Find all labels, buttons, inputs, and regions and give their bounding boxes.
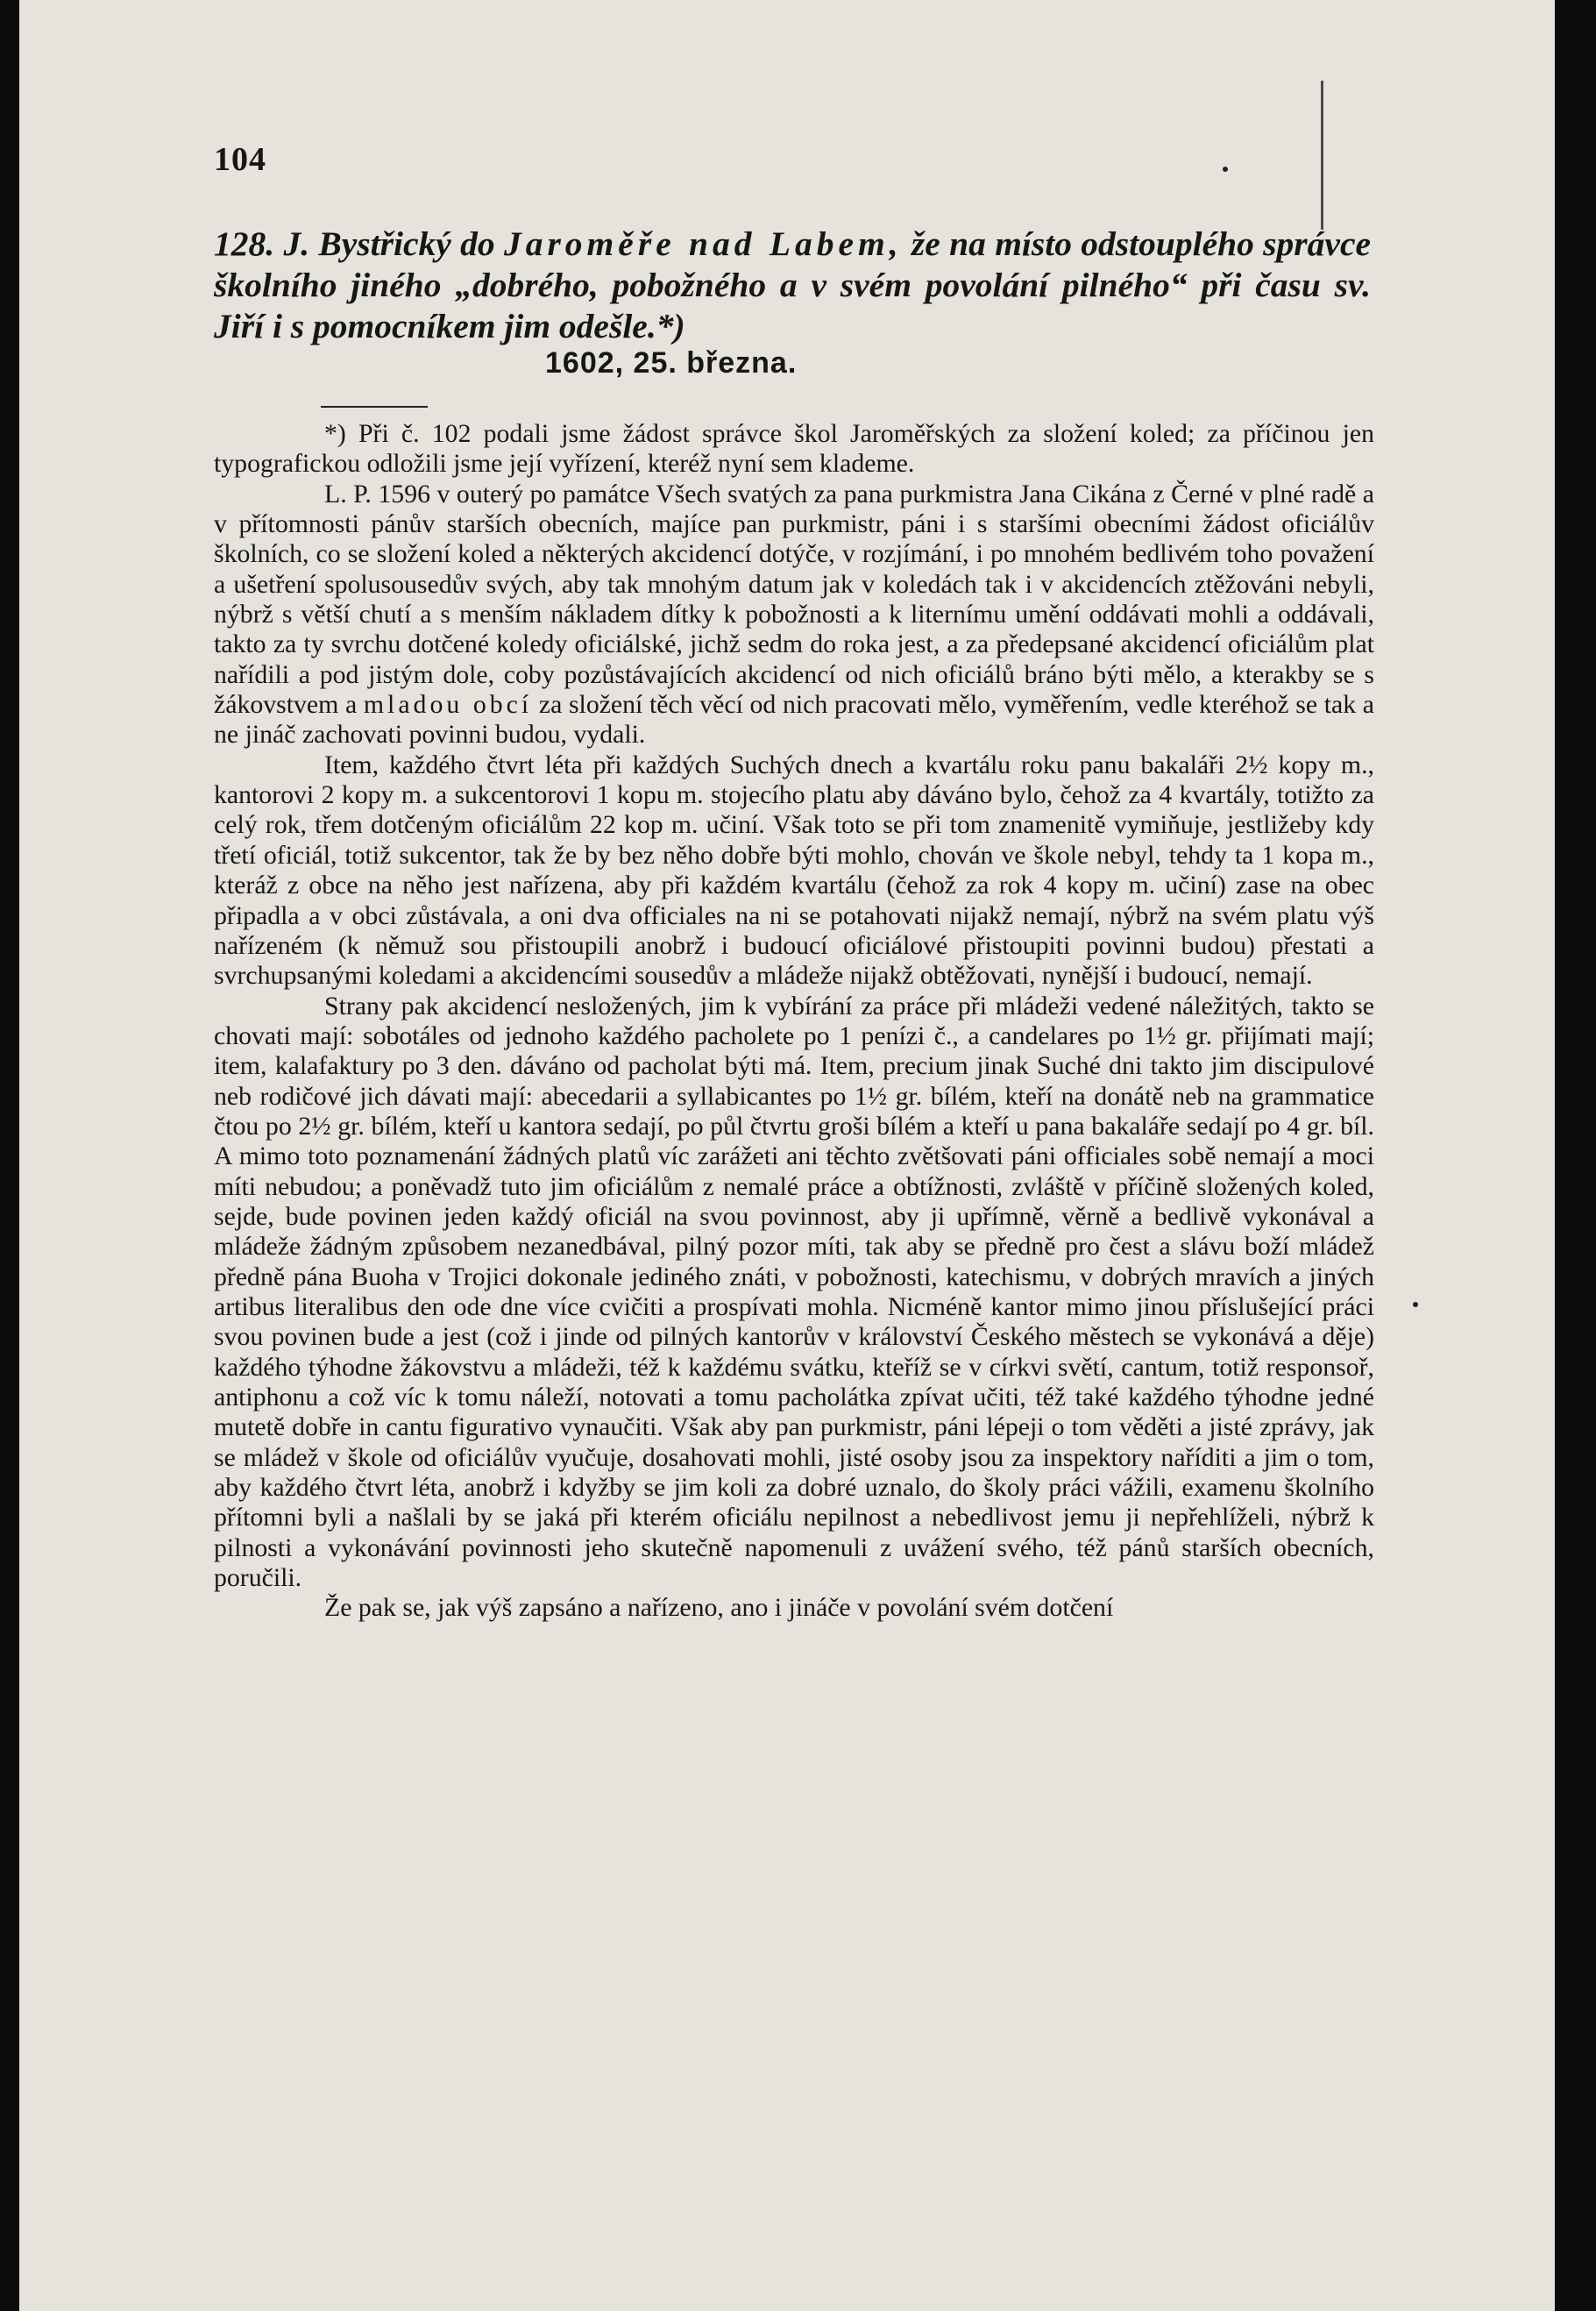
heading-place: Jaroměře nad Labem, bbox=[503, 224, 903, 263]
document-date: 1602, 25. března. bbox=[545, 346, 798, 380]
document-heading bbox=[214, 224, 1371, 347]
paragraph-text: za složení těch věcí od nich pracovati mělo, vyměřením, vedle kteréhož se tak a ne jináč zachovati povinni budou, vydali. bbox=[214, 690, 1375, 750]
footnote-rule bbox=[321, 406, 428, 408]
heading-author: J. Bystřický do bbox=[283, 224, 495, 263]
paragraph: Item, každého čtvrt léta při každých Suchých dnech a kvartálu roku panu bakaláři 2½ kopy m., kantorovi 2 kopy m. a sukcentorovi 1 kopu m. stojecího platu aby dáváno bylo, čehož za 4 kvartály, totižto za celý rok, třem dotčeným oficiálům 22 kop m. učiní. Však toto se při tom znamenitě vymiňuje, jestližeby kdy třetí oficiál, totiž sukcentor, tak že by bez něho dobře býti mohlo, chován ve škole nebyl, tehdy ta 1 kopa m., kteráž z obce na něho jest nařízena, aby při každém kvartálu (čehož za rok 4 kopy m. učiní) zase na obec připadla a v obci zůstávala, a oni dva officiales na ni se potahovati nijakž nemají, nýbrž na svém platu výš nařízeném (k němuž sou přistoupili anobrž i budoucí oficiálové přistoupiti povinni budou) přestati a svrchupsanými koledami a akcidencími sousedův a mládeže nijakž obtěžovati, nynější i budoucí, nemají. bbox=[214, 750, 1374, 991]
margin-mark bbox=[1321, 81, 1323, 230]
footnote-intro: *) Při č. 102 podali jsme žádost správce škol Jaroměřských za složení koled; za příčinou jen typografickou odložili jsme její vyřízení, kteréž nyní sem klademe. bbox=[214, 419, 1374, 479]
page-number: 104 bbox=[214, 141, 266, 178]
heading-text: že na místo odstouplého správce školního jiného „dobrého, pobožného a v svém povolání pilného“ při času sv. Jiří i s pomocníkem jim odešle.*) bbox=[214, 224, 1372, 345]
ink-dot bbox=[1223, 167, 1228, 172]
ink-dot bbox=[1413, 1302, 1418, 1307]
footnote-body bbox=[214, 419, 1374, 1624]
paragraph: Že pak se, jak výš zapsáno a nařízeno, ano i jináče v povolání svém dotčení bbox=[324, 1593, 1114, 1623]
document-page bbox=[19, 0, 1555, 2311]
spaced-phrase: mladou obcí bbox=[363, 690, 533, 720]
heading-number: 128. bbox=[214, 224, 275, 263]
paragraph: Strany pak akcidencí nesložených, jim k vybírání za práce při mládeži vedené náležitých, takto se chovati mají: sobotáles od jednoho každého pacholete po 1 penízi č., a candelares po 1½ gr. přijímati mají; item, kalafaktury po 3 den. dáváno od pacholat býti má. Item, precium jinak Suché dni takto jim discipulové neb rodičové jich dávati mají: abecedarii a syllabicantes po 1½ gr. bílém, kteří na donátě neb na grammatice čtou po 2½ gr. bílém, kteří u kantora sedají, po půl čtvrtu groši bílém a kteří u pana bakaláře sedají po 4 gr. bíl. A mimo toto poznamenání žádných platů víc zarážeti ani těchto zvětšovati páni officiales sobě nemají a moci míti nebudou; a poněvadž tuto jim oficiálům z nemalé práce a obtížnosti, zvláště v příčině složených koled, sejde, bude povinen jeden každý oficiál na svou povinnost, aby ji upřímně, věrně a bedlivě vykonával a mládeže žádným způsobem nezanedbával, pilný pozor míti, tak aby se předně pro čest a slávu boží mládež předně pána Buoha v Trojici dokonale jediného znáti, v pobožnosti, katechismu, v dobrých mravích a jiných artibus literalibus den ode dne více cvičiti a prospívati mohla. Nicméně kantor mimo jinou příslušející práci svou povinen bude a jest (což i jinde od pilných kantorův v království Českého městech se vykonává a děje) každého týhodne žákovstvu a mládeži, též k každému svátku, kteříž se v církvi světí, cantum, totiž responsoř, antiphonu a což víc k tomu náleží, notovati a tomu pacholátka zpívat učiti, též také každého týhodne jedné mutetě dobře in cantu figurativo vynaučiti. Však aby pan purkmistr, páni lépeji o tom věděti a jisté zprávy, jak se mládež v škole od oficiálův vyučuje, dosahovati mohli, jisté osoby jsou za inspektory naříditi a jim o tom, aby každého čtvrt léta, anobrž i kdyžby se jim koli za dobré uznalo, do školy práci vážili, examenu školního přítomni byli a našlali by se jaká při kterém oficiálu nepilnost a nebedlivost jemu ji nepřehlíželi, nýbrž k pilnosti a vykonávání povinnosti jeho skutečně napomenuli z uvážení svého, též pánů starších obecních, poručili. bbox=[214, 991, 1374, 1593]
paragraph-text: L. P. 1596 v outerý po památce Všech svatých za pana purkmistra Jana Cikána z Černé v plné radě a v přítomnosti pánův starších obecních, majíce pan purkmistr, páni i s staršími obecními žádost oficiálův školních, co se složení koled a některých akcidencí dotýče, v rozjímání, i po mnohém bedlivém toho považení a ušetření spolusousedův svých, aby tak mnohým datum jak v koledách tak i v akcidencích ztěžováni nebyli, nýbrž s větší chutí a s menším nákladem dítky k pobožnosti a k liternímu umění oddávati mohli a oddávali, takto za ty svrchu dotčené koledy oficiálské, jichž sedm do roka jest, a za předepsané akcidencí oficiálům plat nařídili a pod jistým dole, coby pozůstávajících akcidencí od nich oficiálů bráno býti mělo, a kterakby se s žákovstvem a bbox=[214, 479, 1374, 720]
paragraph bbox=[214, 480, 1374, 750]
